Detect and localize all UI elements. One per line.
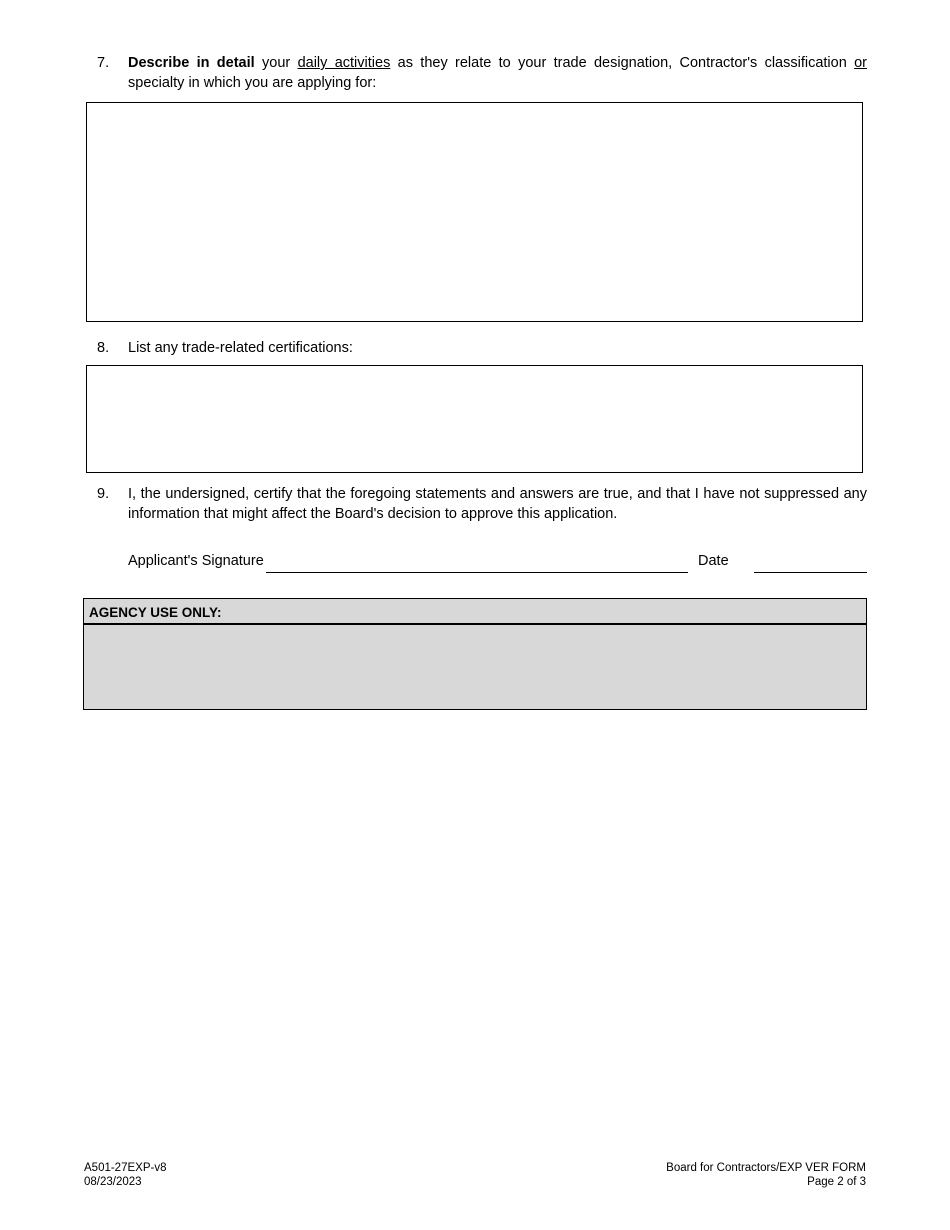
question-text: List any trade-related certifications:	[128, 340, 353, 356]
signature-label: Applicant's Signature	[128, 553, 264, 569]
page-number: Page 2 of 3	[807, 1176, 866, 1188]
agency-use-only-header: AGENCY USE ONLY:	[84, 599, 866, 625]
agency-use-only-box	[83, 598, 867, 710]
signature-row	[128, 551, 867, 575]
form-date: 08/23/2023	[84, 1176, 142, 1188]
question-7	[97, 53, 867, 93]
underlined-daily-activities: daily activities	[297, 55, 391, 71]
certification-statement: I, the undersigned, certify that the foregoing statements and answers are true, and that I have not suppressed any information that might affect the Board's decision to approve this application.	[128, 486, 867, 522]
question-lead-bold: Describe in detail	[128, 55, 255, 71]
text-fragment: your	[254, 55, 298, 71]
question-number: 8.	[97, 340, 110, 356]
daily-activities-answer-box[interactable]	[86, 102, 863, 322]
text-fragment: as they relate to your trade designation, Contractor's classification	[390, 55, 855, 71]
form-id: A501-27EXP-v8	[84, 1162, 167, 1174]
text-fragment: specialty in which you are applying for:	[128, 75, 377, 91]
footer-left	[84, 1161, 166, 1189]
form-name: Board for Contractors/EXP VER FORM	[666, 1162, 866, 1174]
date-line[interactable]	[754, 572, 867, 573]
date-label: Date	[698, 553, 729, 569]
question-9	[97, 484, 867, 524]
question-number: 7.	[97, 55, 110, 71]
underlined-or: or	[854, 55, 868, 71]
question-text	[128, 53, 867, 93]
signature-line[interactable]	[266, 572, 688, 573]
question-8	[97, 338, 867, 358]
question-number: 9.	[97, 486, 110, 502]
footer-right	[666, 1161, 866, 1189]
certifications-answer-box[interactable]	[86, 365, 863, 473]
